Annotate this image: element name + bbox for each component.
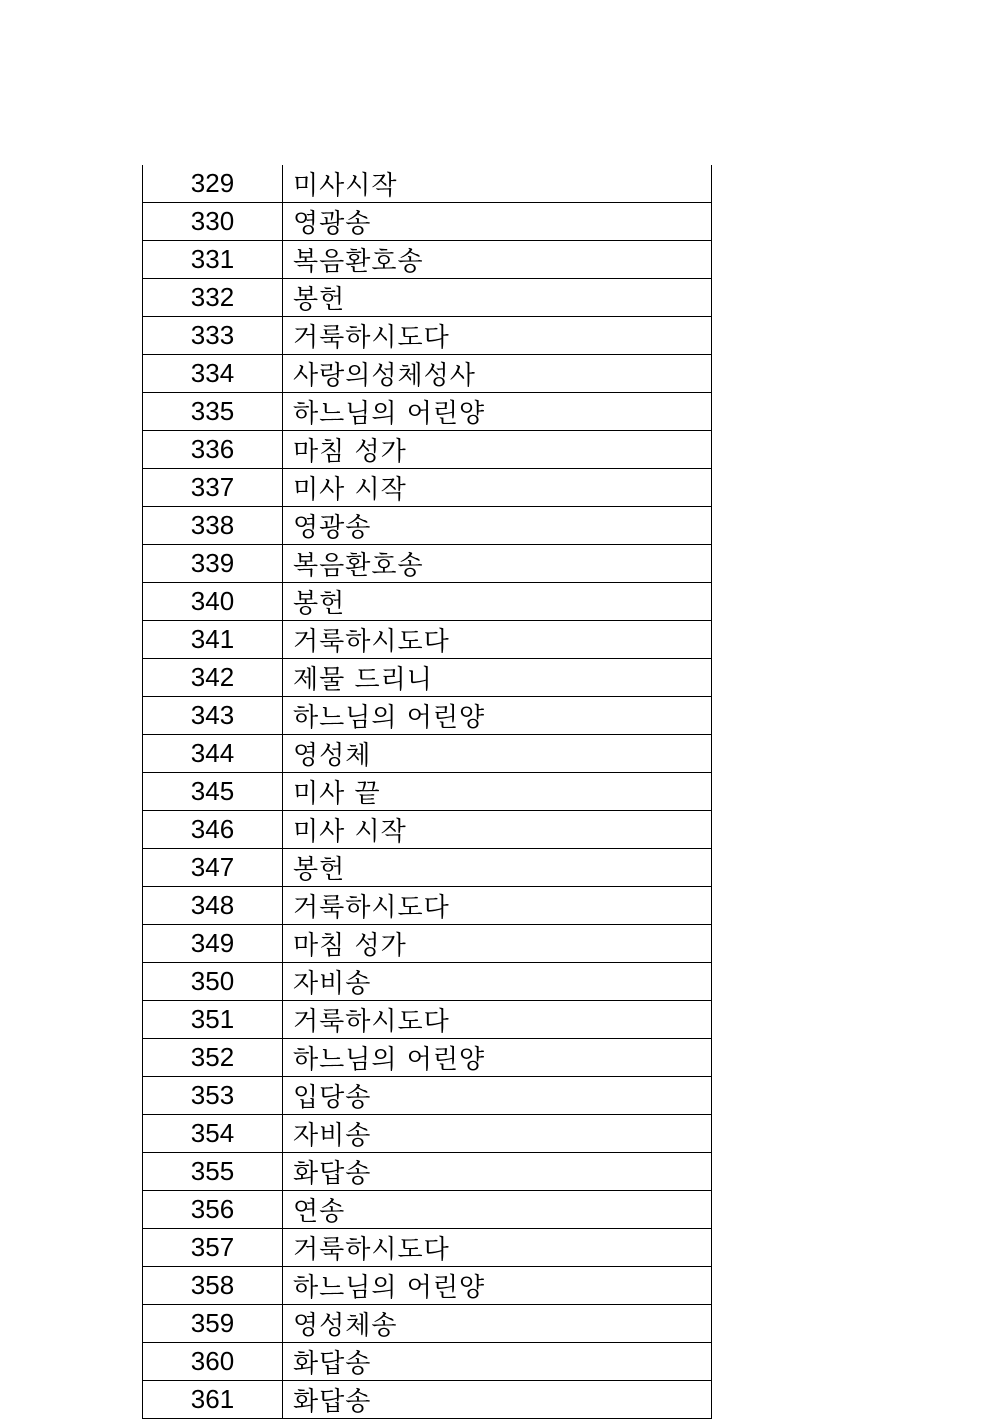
table-row <box>143 355 712 393</box>
table-row <box>143 735 712 773</box>
table-row <box>143 431 712 469</box>
hymn-title-cell: 하느님의 어린양 <box>283 393 712 431</box>
hymn-title-cell: 화답송 <box>283 1381 712 1419</box>
hymn-title-cell: 화답송 <box>283 1343 712 1381</box>
table-row <box>143 1343 712 1381</box>
hymn-title-cell: 사랑의성체성사 <box>283 355 712 393</box>
hymn-title-cell: 봉헌 <box>283 849 712 887</box>
table-row <box>143 507 712 545</box>
hymn-title-cell: 미사 시작 <box>283 811 712 849</box>
table-row <box>143 1153 712 1191</box>
hymn-number-cell: 355 <box>143 1153 283 1191</box>
hymn-number-cell: 350 <box>143 963 283 1001</box>
hymn-number-cell: 337 <box>143 469 283 507</box>
hymn-title-cell: 하느님의 어린양 <box>283 1039 712 1077</box>
hymn-title-cell: 거룩하시도다 <box>283 621 712 659</box>
hymn-title-cell: 거룩하시도다 <box>283 887 712 925</box>
table-row <box>143 1077 712 1115</box>
hymn-number-cell: 354 <box>143 1115 283 1153</box>
hymn-index-table <box>142 165 712 1419</box>
hymn-number-cell: 351 <box>143 1001 283 1039</box>
hymn-title-cell: 하느님의 어린양 <box>283 697 712 735</box>
hymn-title-cell: 자비송 <box>283 963 712 1001</box>
hymn-number-cell: 345 <box>143 773 283 811</box>
hymn-title-cell: 미사시작 <box>283 165 712 203</box>
table-row <box>143 279 712 317</box>
hymn-number-cell: 358 <box>143 1267 283 1305</box>
hymn-title-cell: 복음환호송 <box>283 545 712 583</box>
hymn-title-cell: 미사 시작 <box>283 469 712 507</box>
table-row <box>143 469 712 507</box>
hymn-number-cell: 336 <box>143 431 283 469</box>
table-row <box>143 545 712 583</box>
hymn-number-cell: 348 <box>143 887 283 925</box>
hymn-title-cell: 복음환호송 <box>283 241 712 279</box>
table-row <box>143 317 712 355</box>
hymn-number-cell: 333 <box>143 317 283 355</box>
hymn-title-cell: 마침 성가 <box>283 925 712 963</box>
hymn-number-cell: 342 <box>143 659 283 697</box>
hymn-title-cell: 거룩하시도다 <box>283 317 712 355</box>
hymn-number-cell: 349 <box>143 925 283 963</box>
hymn-title-cell: 화답송 <box>283 1153 712 1191</box>
hymn-title-cell: 봉헌 <box>283 583 712 621</box>
table-row <box>143 1267 712 1305</box>
table-row <box>143 1229 712 1267</box>
hymn-number-cell: 339 <box>143 545 283 583</box>
hymn-number-cell: 344 <box>143 735 283 773</box>
table-row <box>143 1039 712 1077</box>
table-row <box>143 393 712 431</box>
hymn-title-cell: 영성체송 <box>283 1305 712 1343</box>
table-row <box>143 621 712 659</box>
hymn-number-cell: 340 <box>143 583 283 621</box>
table-row <box>143 811 712 849</box>
table-row <box>143 963 712 1001</box>
hymn-title-cell: 마침 성가 <box>283 431 712 469</box>
hymn-title-cell: 영성체 <box>283 735 712 773</box>
hymn-title-cell: 자비송 <box>283 1115 712 1153</box>
hymn-number-cell: 334 <box>143 355 283 393</box>
hymn-title-cell: 제물 드리니 <box>283 659 712 697</box>
hymn-number-cell: 329 <box>143 165 283 203</box>
hymn-number-cell: 352 <box>143 1039 283 1077</box>
table-row <box>143 773 712 811</box>
table-row <box>143 241 712 279</box>
hymn-title-cell: 입당송 <box>283 1077 712 1115</box>
hymn-number-cell: 332 <box>143 279 283 317</box>
hymn-number-cell: 331 <box>143 241 283 279</box>
hymn-number-cell: 330 <box>143 203 283 241</box>
hymn-number-cell: 338 <box>143 507 283 545</box>
hymn-number-cell: 335 <box>143 393 283 431</box>
hymn-table-body <box>143 165 712 1419</box>
hymn-title-cell: 영광송 <box>283 203 712 241</box>
table-row <box>143 925 712 963</box>
hymn-number-cell: 346 <box>143 811 283 849</box>
hymn-title-cell: 거룩하시도다 <box>283 1229 712 1267</box>
hymn-title-cell: 연송 <box>283 1191 712 1229</box>
table-row <box>143 583 712 621</box>
hymn-number-cell: 357 <box>143 1229 283 1267</box>
table-row <box>143 1001 712 1039</box>
table-row <box>143 659 712 697</box>
hymn-number-cell: 347 <box>143 849 283 887</box>
hymn-number-cell: 343 <box>143 697 283 735</box>
hymn-number-cell: 356 <box>143 1191 283 1229</box>
table-row <box>143 1381 712 1419</box>
table-row <box>143 697 712 735</box>
table-row <box>143 849 712 887</box>
hymn-number-cell: 341 <box>143 621 283 659</box>
table-row <box>143 165 712 203</box>
hymn-number-cell: 353 <box>143 1077 283 1115</box>
hymn-title-cell: 거룩하시도다 <box>283 1001 712 1039</box>
hymn-title-cell: 하느님의 어린양 <box>283 1267 712 1305</box>
table-row <box>143 203 712 241</box>
hymn-number-cell: 359 <box>143 1305 283 1343</box>
table-row <box>143 1191 712 1229</box>
table-row <box>143 887 712 925</box>
hymn-title-cell: 미사 끝 <box>283 773 712 811</box>
hymn-title-cell: 봉헌 <box>283 279 712 317</box>
hymn-title-cell: 영광송 <box>283 507 712 545</box>
table-row <box>143 1305 712 1343</box>
table-row <box>143 1115 712 1153</box>
hymn-number-cell: 360 <box>143 1343 283 1381</box>
hymn-number-cell: 361 <box>143 1381 283 1419</box>
